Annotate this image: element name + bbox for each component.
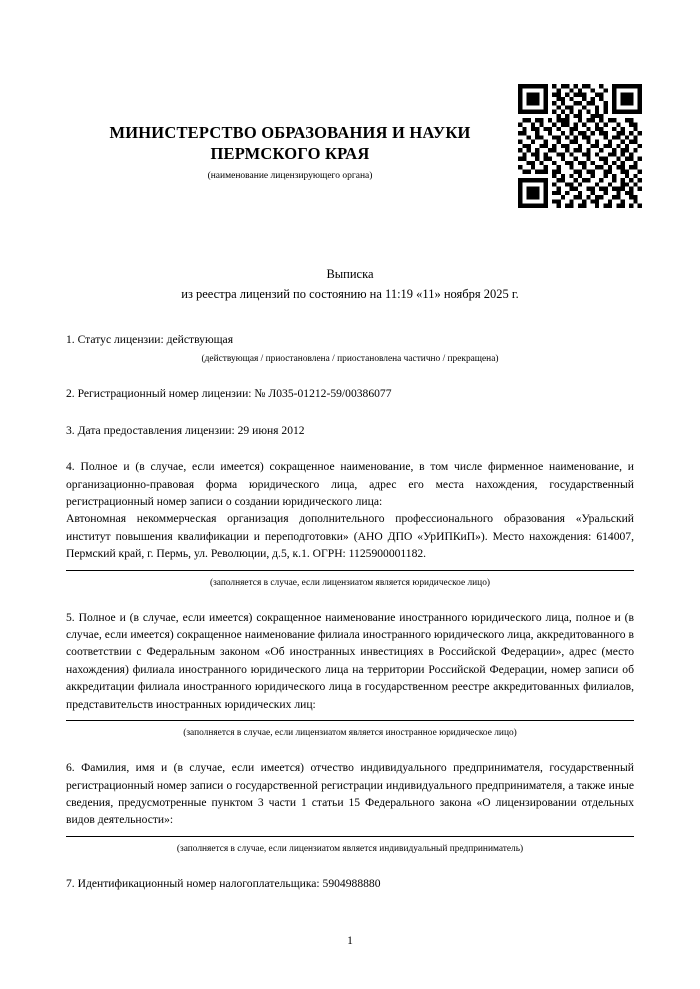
section-3: [66, 422, 634, 439]
document-title-line1: Выписка: [326, 267, 374, 282]
section-4-rule: [66, 570, 634, 571]
section-6: [66, 759, 634, 856]
section-7: [66, 875, 634, 892]
section-5-rule: [66, 720, 634, 721]
section-5-text: 5. Полное и (в случае, если имеется) сокращенное наименование иностранного юридического лица, полное и (в случае, если имеется) сокращенное наименование филиала иностранного юридического лица, аккредитованного в соответствии с Федеральным законом «Об иностранных инвестициях в Российской Федерации», адрес (место нахождения) филиала иностранного юридического лица на территории Российской Федерации, номер записи об аккредитации филиала иностранного юридического лица в государственном реестре аккредитованных филиалов, представительств иностранных юридических лиц:: [66, 610, 634, 711]
document-title: [66, 265, 634, 304]
section-3-text: 3. Дата предоставления лицензии: 29 июня 2012: [66, 423, 305, 437]
section-6-rule: [66, 836, 634, 837]
section-4-value: Автономная некоммерческая организация дополнительного профессионального образования «Уральский институт повышения квалификации и переподготовки» (АНО ДПО «УрИПКиП»). Место нахождения: 614007, Пермский край, г. Пермь, ул. Революции, д.5, к.1. ОГРН: 1125900001182.: [66, 512, 634, 561]
section-4-text: 4. Полное и (в случае, если имеется) сокращенное наименование, в том числе фирменное наименование, и организационно-правовая форма юридического лица, адрес его места нахождения, государственный регистрационный номер записи о создании юридического лица:: [66, 460, 634, 509]
page-title: МИНИСТЕРСТВО ОБРАЗОВАНИЯ И НАУКИ ПЕРМСКОГО КРАЯ: [109, 123, 471, 164]
page-number: 1: [347, 935, 353, 947]
section-6-text: 6. Фамилия, имя и (в случае, если имеется) отчество индивидуального предпринимателя, государственный регистрационный номер записи о государственной регистрации индивидуального предпринимателя, а также иные сведения, предусмотренные пунктом 3 части 1 статьи 15 Федерального закона «О лицензировании отдельных видов деятельности»:: [66, 761, 634, 827]
section-4-note: (заполняется в случае, если лицензиатом является юридическое лицо): [209, 577, 490, 588]
section-5: [66, 609, 634, 740]
document-title-line2: из реестра лицензий по состоянию на 11:19 «11» ноября 2025 г.: [181, 286, 519, 301]
section-2-text: 2. Регистрационный номер лицензии: № Л035-01212-59/00386077: [66, 387, 392, 401]
section-4: [66, 458, 634, 589]
section-2: [66, 385, 634, 402]
section-1-note: (действующая / приостановлена / приостановлена частично / прекращена): [201, 354, 499, 365]
section-1: [66, 331, 634, 367]
header-subtitle: (наименование лицензирующего органа): [207, 171, 373, 182]
section-5-note: (заполняется в случае, если лицензиатом является иностранное юридическое лицо): [183, 728, 517, 739]
section-6-note: (заполняется в случае, если лицензиатом является индивидуальный предприниматель): [176, 843, 524, 854]
section-1-text: 1. Статус лицензии: действующая: [66, 332, 234, 346]
section-7-text: 7. Идентификационный номер налогоплательщика: 5904988880: [66, 876, 381, 890]
qr-code-icon: [518, 84, 642, 208]
